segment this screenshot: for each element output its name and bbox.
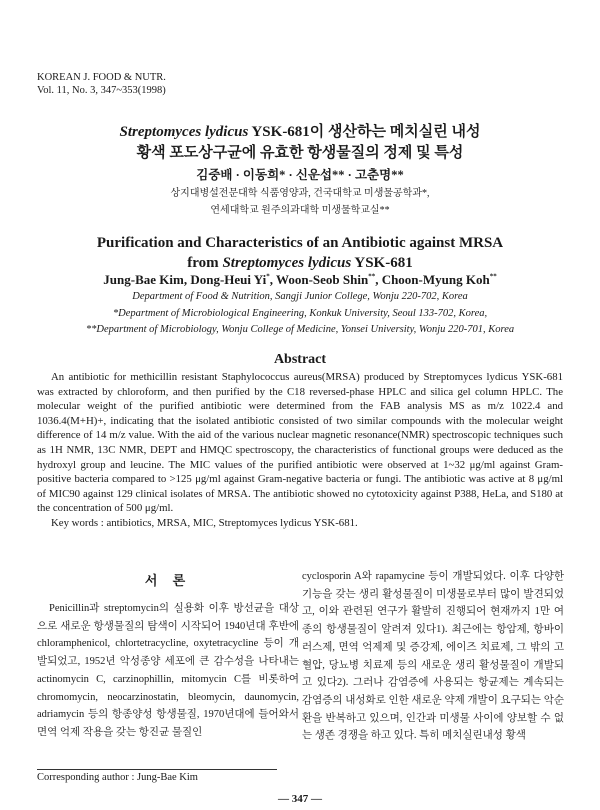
abstract-heading: Abstract: [273, 352, 327, 367]
intro-column-right: [302, 568, 564, 745]
corresponding-author: Corresponding author : Jung-Bae Kim: [37, 772, 198, 783]
author-1-2: Jung-Bae Kim, Dong-Heui Yi: [103, 272, 267, 287]
english-authors: [0, 272, 600, 288]
korean-affiliation-1: 상지대병설전문대학 식품영양과, 건국대학교 미생물공학과*,: [170, 188, 430, 199]
author-mark-3: **: [489, 272, 497, 281]
abstract-text: An antibiotic for methicillin resistant Staphylococcus aureus(MRSA) produced by Streptomyces lydicus YSK-681 was extracted by chloroform, and then purified by the C18 reversed-phase HPLC and silica gel column HPLC. The molecular weight of the purified antibiotic were determined from the FAB analysis MS as m/z 1022.4 and 1036.4(M+H)+, indicating that the isolated antibiotic consisted of two similar compounds with the molecular weight difference of 14 m/z value. With the aid of the various nuclear magnetic resonance(NMR) spectroscopic techniques such as 1H NMR, 13C NMR, DEPT and HMQC spectroscopy, the characteristics of functional groups were deduced as the hydroxyl group and leucine. The MIC values of the purified antibiotic were observed at 1~32 μg/ml against Gram-positive bacteria compared to >125 μg/ml against Gram-negative bacteria or fungi. The antibiotic was active at 8 μg/ml of MIC90 against 129 clinical isolates of MRSA. The antibiotic showed no cytotoxicity against P388, HeLa, and S180 at the concentration of 500 μg/ml.: [37, 371, 563, 515]
english-affiliation-2: *Department of Microbiological Engineering, Konkuk University, Seoul 133-702, Korea,: [112, 308, 488, 319]
english-title-species: Streptomyces lydicus: [222, 255, 352, 271]
keywords-label: Key words :: [51, 516, 107, 529]
english-title-line2: [0, 253, 600, 273]
korean-affiliation-2: 연세대학교 원주의과대학 미생물학교실**: [210, 205, 390, 216]
intro-column-left: [37, 600, 299, 742]
author-mark-1: *: [266, 272, 270, 281]
korean-title-line1: YSK-681이 생산하는 메치실린 내성: [248, 124, 481, 140]
section-heading-introduction: 서 론: [144, 573, 192, 588]
korean-title-species: Streptomyces lydicus: [119, 124, 249, 140]
english-affiliation-1: Department of Food & Nutrition, Sangji Junior College, Wonju 220-702, Korea: [132, 291, 468, 302]
author-mark-2: **: [368, 272, 376, 281]
author-4: , Choon-Myung Koh: [375, 272, 490, 287]
english-title-suffix: YSK-681: [351, 255, 413, 271]
korean-title-line2: 황색 포도상구균에 유효한 항생물질의 정제 및 특성: [136, 145, 464, 161]
english-title-prefix: from: [187, 255, 223, 271]
author-3: , Woon-Seob Shin: [269, 272, 369, 287]
journal-name: KOREAN J. FOOD & NUTR.: [37, 72, 166, 83]
english-affiliation-3: **Department of Microbiology, Wonju College of Medicine, Yonsei University, Wonju 220-701, Korea: [85, 324, 515, 335]
page-number: — 347 —: [278, 793, 322, 805]
korean-title: [0, 122, 600, 164]
journal-info: [37, 71, 166, 97]
intro-paragraph-right: cyclosporin A와 rapamycine 등이 개발되었다. 이후 다양한 기능을 갖는 생리 활성물질이 미생물로부터 많이 발견되었고, 이와 관련된 연구가 활발히 진행되어 현재까지 1만 여종의 항생물질이 알려져 있다1). 최근에는 항암제, 항바이러스제, 면역 억제제 및 증강제, 에이즈 치료제, 그 밖의 고혈압, 당뇨병 치료제 등의 새로운 생리 활성물질이 개발되고 있다2). 그러나 감염증에 사용되는 항균제는 계속되는 감염증의 내성화로 인한 새로운 약제 개발이 요구되는 악순환을 반복하고 있으며, 인간과 미생물 사이에 양보할 수 없는 생존 경쟁을 하고 있다. 특히 메치실린내성 황색: [302, 571, 564, 742]
journal-volume: Vol. 11, No. 3, 347~353(1998): [37, 85, 166, 96]
footnote-divider: [37, 769, 277, 770]
keywords-list: antibiotics, MRSA, MIC, Streptomyces lydicus YSK-681.: [106, 516, 358, 529]
keywords: [37, 516, 563, 531]
korean-authors: 김중배 · 이동희* · 신운섭** · 고춘명**: [196, 168, 404, 182]
abstract-body: [37, 370, 563, 531]
english-title: [0, 233, 600, 273]
english-title-line1: Purification and Characteristics of an Antibiotic against MRSA: [96, 235, 504, 251]
intro-paragraph-left: Penicillin과 streptomycin의 실용화 이후 방선균을 대상으로 새로운 항생물질의 탐색이 시작되어 1940년대 후반에 chloramphenicol, chlortetracycline, oxytetracycline 등이 개발되었고, 1952년 악성종양 세포에 큰 감수성을 나타내는 actinomycin C, carzinophillin, mitomycin C를 비롯하여 chromomycin, neocarzinostatin, bleomycin, daunomycin, adriamycin 등의 항종양성 항생물질, 1970년대에 들어와서 면역 억제 작용을 갖는 항진균 물질인: [37, 603, 299, 738]
